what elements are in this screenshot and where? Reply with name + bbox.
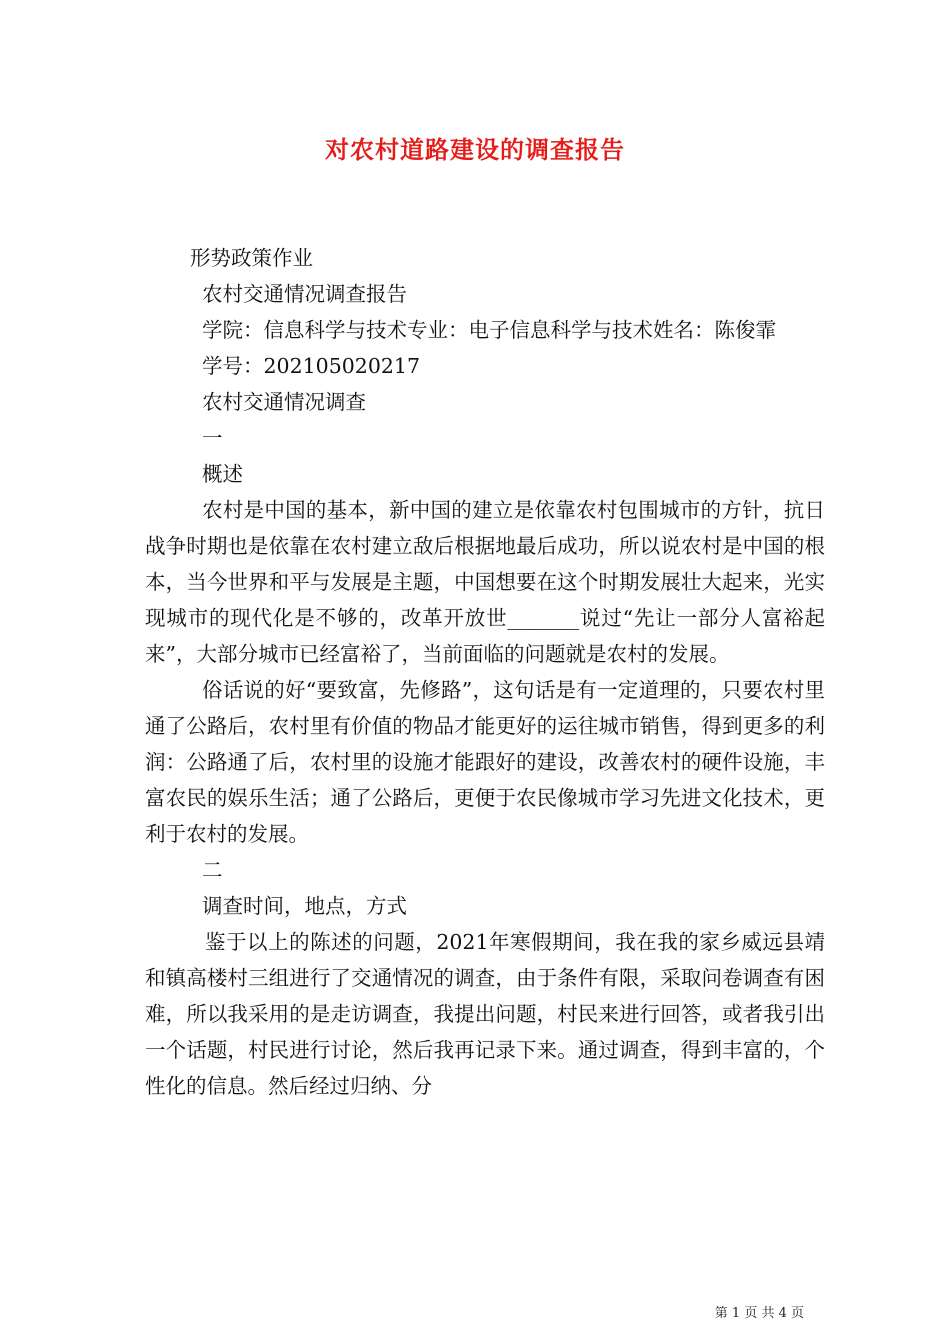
paragraph-road-proverb: 俗话说的好“要致富，先修路”，这句话是有一定道理的，只要农村里通了公路后，农村里有价值的物品才能更好的运往城市销售，得到更多的利润：公路通了后，农村里的设施才能跟好的建设，改善农村的硬件设施，丰富农民的娱乐生活；通了公路后，更便于农民像城市学习先进文化技术，更利于农村的发展。	[145, 678, 825, 846]
page-number-footer: 第 1 页 共 4 页	[714, 1306, 804, 1321]
paragraph-method-heading: 调查时间，地点，方式	[202, 894, 407, 918]
paragraph-section-number-1: 一	[202, 426, 223, 450]
paragraph-report-subtitle: 农村交通情况调查报告	[202, 282, 407, 306]
paragraph-section-heading: 农村交通情况调查	[202, 390, 366, 414]
document-body	[145, 240, 825, 1104]
paragraph-author-info: 学院：信息科学与技术专业：电子信息科学与技术姓名：陈俊霏	[202, 318, 776, 342]
paragraph-method-body: 鉴于以上的陈述的问题，2021年寒假期间，我在我的家乡威远县靖和镇高楼村三组进行了交通情况的调查，由于条件有限，采取问卷调查有困难，所以我采用的是走访调查，我提出问题，村民来进行回答，或者我引出一个话题，村民进行讨论，然后我再记录下来。通过调查，得到丰富的，个性化的信息。然后经过归纳、分	[145, 930, 825, 1098]
paragraph-overview-body: 农村是中国的基本，新中国的建立是依靠农村包围城市的方针，抗日战争时期也是依靠在农村建立敌后根据地最后成功，所以说农村是中国的根本，当今世界和平与发展是主题，中国想要在这个时期发展壮大起来，光实现城市的现代化是不够的，改革开放世_______说过“先让一部分人富裕起来”，大部分城市已经富裕了，当前面临的问题就是农村的发展。	[145, 498, 825, 666]
document-title: 对农村道路建设的调查报告	[325, 135, 625, 164]
paragraph-student-id: 学号：202105020217	[202, 354, 421, 378]
paragraph-section-number-2: 二	[202, 858, 223, 882]
paragraph-overview-heading: 概述	[202, 462, 243, 486]
paragraph-assignment-label: 形势政策作业	[190, 246, 313, 270]
